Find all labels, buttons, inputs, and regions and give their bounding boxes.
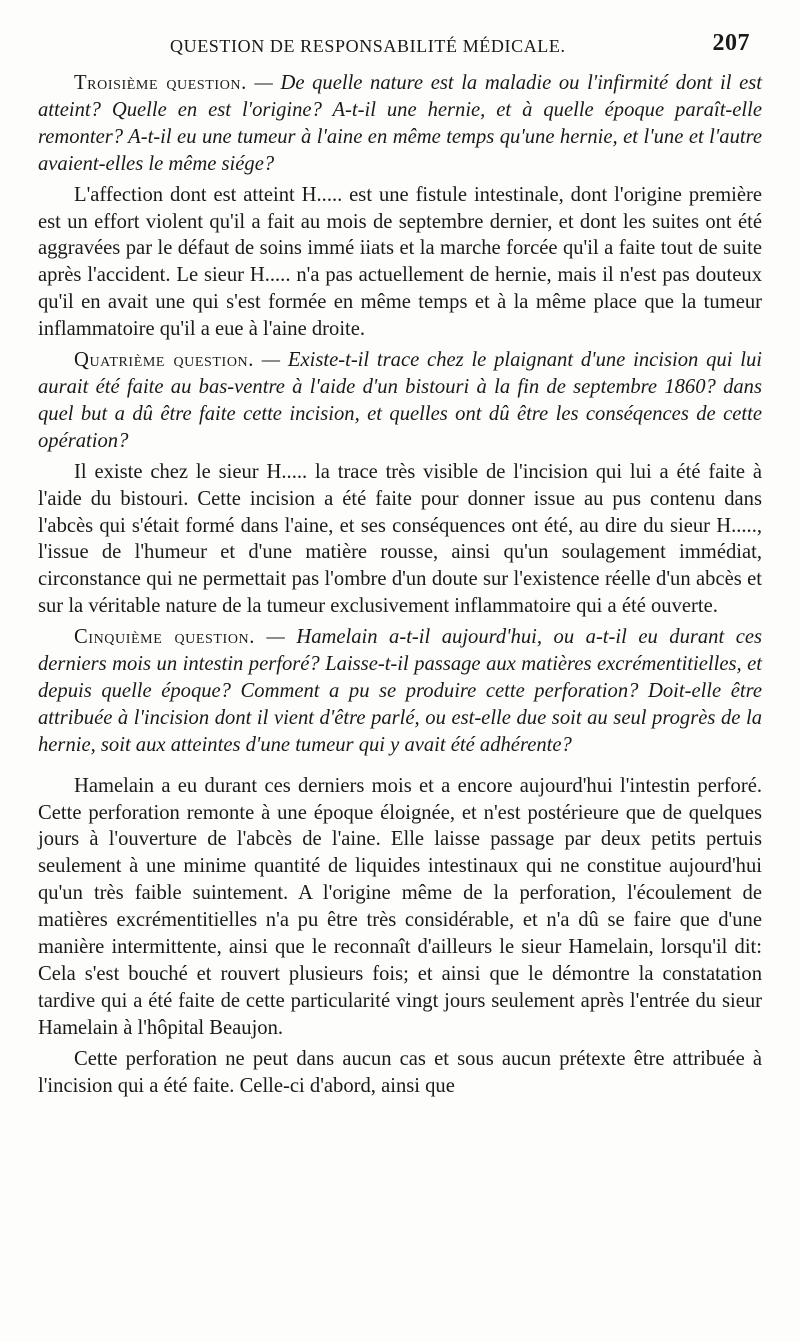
question-text: — Hamelain a-t-il aujourd'hui, ou a-t-il eu durant ces derniers mois un intestin perforé? Laisse-t-il passage aux matières excrémentitielles, et depuis quelle époque? Comment a pu se produire cette perforation? Doit-elle être attribuée à l'incision dont il vient d'être parlé, ou est-elle due soit au seul progrès de la hernie, soit aux atteintes d'une tumeur qui y avait été adhérente? bbox=[38, 626, 763, 756]
page-number: 207 bbox=[712, 30, 750, 56]
answer-4: Il existe chez le sieur H..... la trace très visible de l'incision qui lui a été faite à l'aide du bistouri. Cette incision a été faite pour donner issue au pus contenu dans l'abcès qui s'était formé dans l'aine, et ses conséquences ont été, au dire du sieur H....., l'issue de l'humeur et d'une matière rousse, ainsi qu'un soulagement immédiat, circonstance qui ne permettait pas l'ombre d'un doute sur l'existence réelle d'un abcès et sur la véritable nature de la tumeur exclusivement inflammatoire qui a été ouverte. bbox=[38, 460, 762, 618]
answer-6: Cette perforation ne peut dans aucun cas et sous aucun prétexte être attribuée à l'incision qui a été faite. Celle-ci d'abord, ainsi que bbox=[38, 1047, 762, 1097]
question-label: Cinquième question. bbox=[74, 626, 255, 649]
question-text: — De quelle nature est la maladie ou l'infirmité dont il est atteint? Quelle en est l'origine? A-t-il une hernie, et à quelle époque paraît-elle remonter? A-t-il eu une tumeur à l'aine en même temps qu'une hernie, et l'une et l'autre avaient-elles le même siége? bbox=[38, 72, 762, 175]
running-title: QUESTION DE RESPONSABILITÉ MÉDICALE. bbox=[170, 36, 566, 56]
question-label: Quatrième question. bbox=[74, 349, 254, 372]
answer-5: Hamelain a eu durant ces derniers mois et a encore aujourd'hui l'intestin perforé. Cette perforation remonte à une époque éloignée, et n'est postérieure que de quelques jours à l'ouverture de l'abcès de l'aine. Elle laisse passage par deux petits pertuis seulement à une minime quantité de liquides intestinaux qui ne constitue aujourd'hui qu'un très faible suintement. A l'origine même de la perforation, l'écoulement de matières excrémentitielles n'a pu être très considérable, et n'a dû se faire que d'une manière intermittente, ainsi que le reconnaît d'ailleurs le sieur Hamelain, lorsqu'il dit: Cela s'est bouché et rouvert plusieurs fois; et ainsi que le démontre la constatation tardive qui a été faite de cette particularité vingt jours seulement après l'entrée du sieur Hamelain à l'hôpital Beaujon. bbox=[38, 774, 762, 1039]
question-text: — Existe-t-il trace chez le plaignant d'une incision qui lui aurait été faite au bas-ventre à l'aide d'un bistouri à la fin de septembre 1860? dans quel but a dû être faite cette incision, et quelles ont dû être les conséqences de cette opération? bbox=[38, 349, 762, 452]
question-3 bbox=[38, 70, 762, 178]
page-header bbox=[38, 30, 762, 70]
question-4 bbox=[38, 347, 762, 455]
question-5 bbox=[38, 624, 762, 759]
question-label: Troisième question. bbox=[74, 72, 247, 94]
page-body bbox=[38, 70, 762, 1100]
answer-3: L'affection dont est atteint H..... est une fistule intestinale, dont l'origine première est un effort violent qu'il a fait au mois de septembre dernier, et dont les suites ont été aggravées par le défaut de soins immé iiats et la marche forcée qu'il a faite tout de suite après l'accident. Le sieur H..... n'a pas actuellement de hernie, mais il n'est pas douteux qu'il en avait une qui s'est formée en même temps et à la même place que la tumeur inflammatoire qu'il a eue à l'aine droite. bbox=[38, 183, 762, 341]
